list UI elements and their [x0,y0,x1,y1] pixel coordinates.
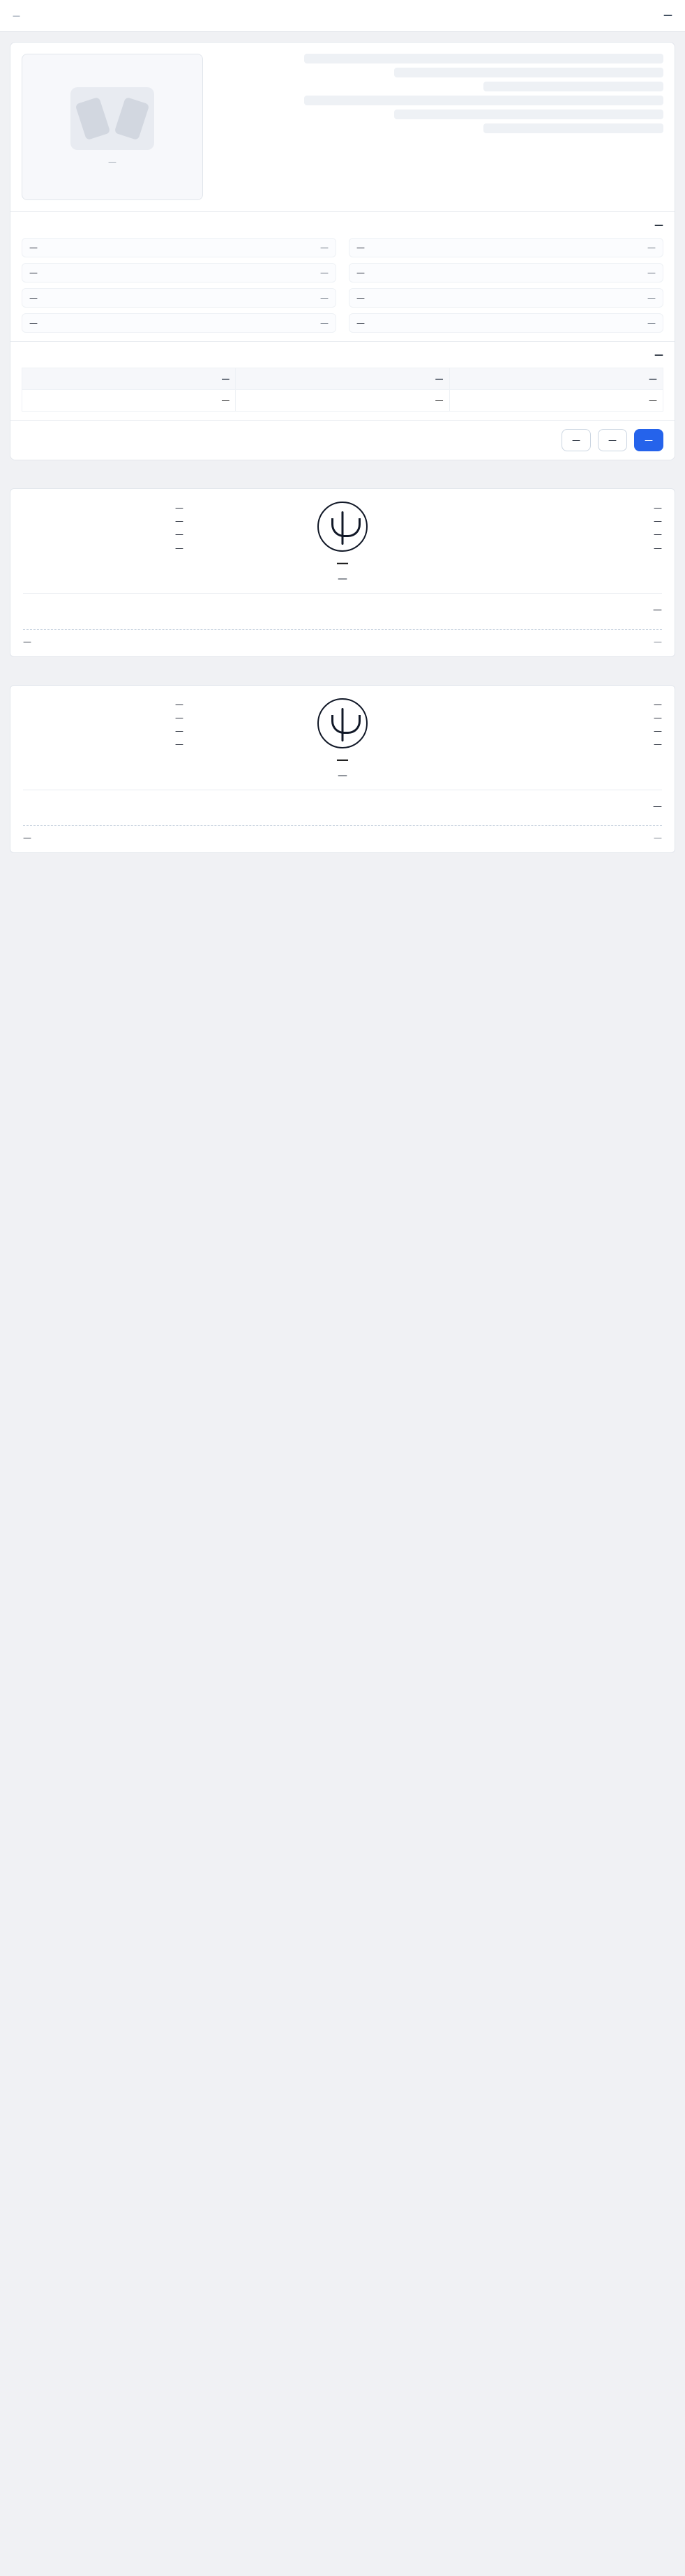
notice-right-meta-line: — [175,516,183,527]
kv-key: — [647,243,656,253]
notice-right-meta [23,698,183,752]
notice-left-meta [502,698,662,752]
summary-line [394,110,663,119]
court-notice-2 [10,685,675,854]
summary-line [483,123,663,133]
notice-left-meta-line: — [654,712,662,723]
notice-header [23,502,662,594]
table-section [10,341,675,420]
table-cell: — [449,390,663,412]
notice-left-meta-line: — [654,516,662,527]
notice-footer-left: — [654,833,662,843]
notice-right-meta-line: — [175,503,183,513]
notice-body: — [653,801,662,812]
spacer [0,657,685,672]
kv-row [349,288,663,308]
image-placeholder-text: — [108,157,116,167]
image-placeholder-icon [70,87,154,150]
actions [10,420,675,460]
kv-value: — [356,268,365,278]
kv-row [349,313,663,333]
notice-right-meta-line: — [175,739,183,750]
table-header: — [449,368,663,390]
summary-line [483,82,663,91]
page-title: — [663,10,672,21]
details-section [10,211,675,341]
hero [10,43,675,211]
top-bar [0,0,685,32]
notice-left-meta-line: — [654,699,662,709]
notice-center [193,698,492,781]
details-kv-grid [22,238,663,333]
notice-footer-right: — [23,636,31,647]
notice-sub: — [338,573,347,585]
secondary-action-button[interactable]: — [598,429,627,451]
details-table [22,368,663,412]
tertiary-action-button[interactable]: — [562,429,591,451]
table-title: — [654,350,663,361]
notice-left-meta [502,502,662,555]
table-header: — [22,368,236,390]
summary-line [304,54,663,63]
notice-center [193,502,492,585]
table-row [22,390,663,412]
notice-left-meta-line: — [654,739,662,750]
table-cell: — [22,390,236,412]
notice-right-meta-line: — [175,712,183,723]
table-header: — [236,368,449,390]
notice-sub: — [338,769,347,781]
primary-action-button[interactable]: — [634,429,663,451]
image-placeholder [22,54,203,200]
notice-body: — [653,605,662,615]
court-notice-1 [10,488,675,657]
notice-left-meta-line: — [654,726,662,737]
notice-right-meta-line: — [175,699,183,709]
notice-org: — [336,556,349,571]
kv-value: — [29,243,38,253]
notice-footer [23,629,662,647]
kv-key: — [320,243,329,253]
kv-row [349,263,663,283]
kv-row [349,238,663,257]
listing-card [10,42,675,460]
kv-key: — [647,293,656,303]
kv-key: — [320,318,329,328]
kv-row [22,238,336,257]
kv-value: — [29,268,38,278]
kv-value: — [356,293,365,303]
notice-left-meta-line: — [654,503,662,513]
top-bar-meta: — [13,11,20,20]
summary-line [394,68,663,77]
scales-of-justice-icon [317,502,368,552]
details-title: — [654,220,663,231]
table-header-row [22,368,663,390]
kv-key: — [320,268,329,278]
notice-left-meta-line: — [654,543,662,553]
notice-right-meta [23,502,183,555]
notice-footer-left: — [654,636,662,647]
kv-key: — [647,268,656,278]
summary-line [304,96,663,105]
kv-row [22,313,336,333]
notice-right-meta-line: — [175,726,183,737]
kv-value: — [356,318,365,328]
spacer [0,460,685,476]
notice-left-meta-line: — [654,529,662,540]
kv-key: — [320,293,329,303]
kv-row [22,263,336,283]
notice-footer-right: — [23,833,31,843]
notice-org: — [336,752,349,767]
kv-row [22,288,336,308]
kv-value: — [356,243,365,253]
notice-header [23,698,662,790]
kv-value: — [29,293,38,303]
summary [214,54,663,200]
kv-value: — [29,318,38,328]
table-cell: — [236,390,449,412]
notice-right-meta-line: — [175,543,183,553]
scales-of-justice-icon [317,698,368,748]
kv-key: — [647,318,656,328]
notice-footer [23,825,662,843]
notice-right-meta-line: — [175,529,183,540]
